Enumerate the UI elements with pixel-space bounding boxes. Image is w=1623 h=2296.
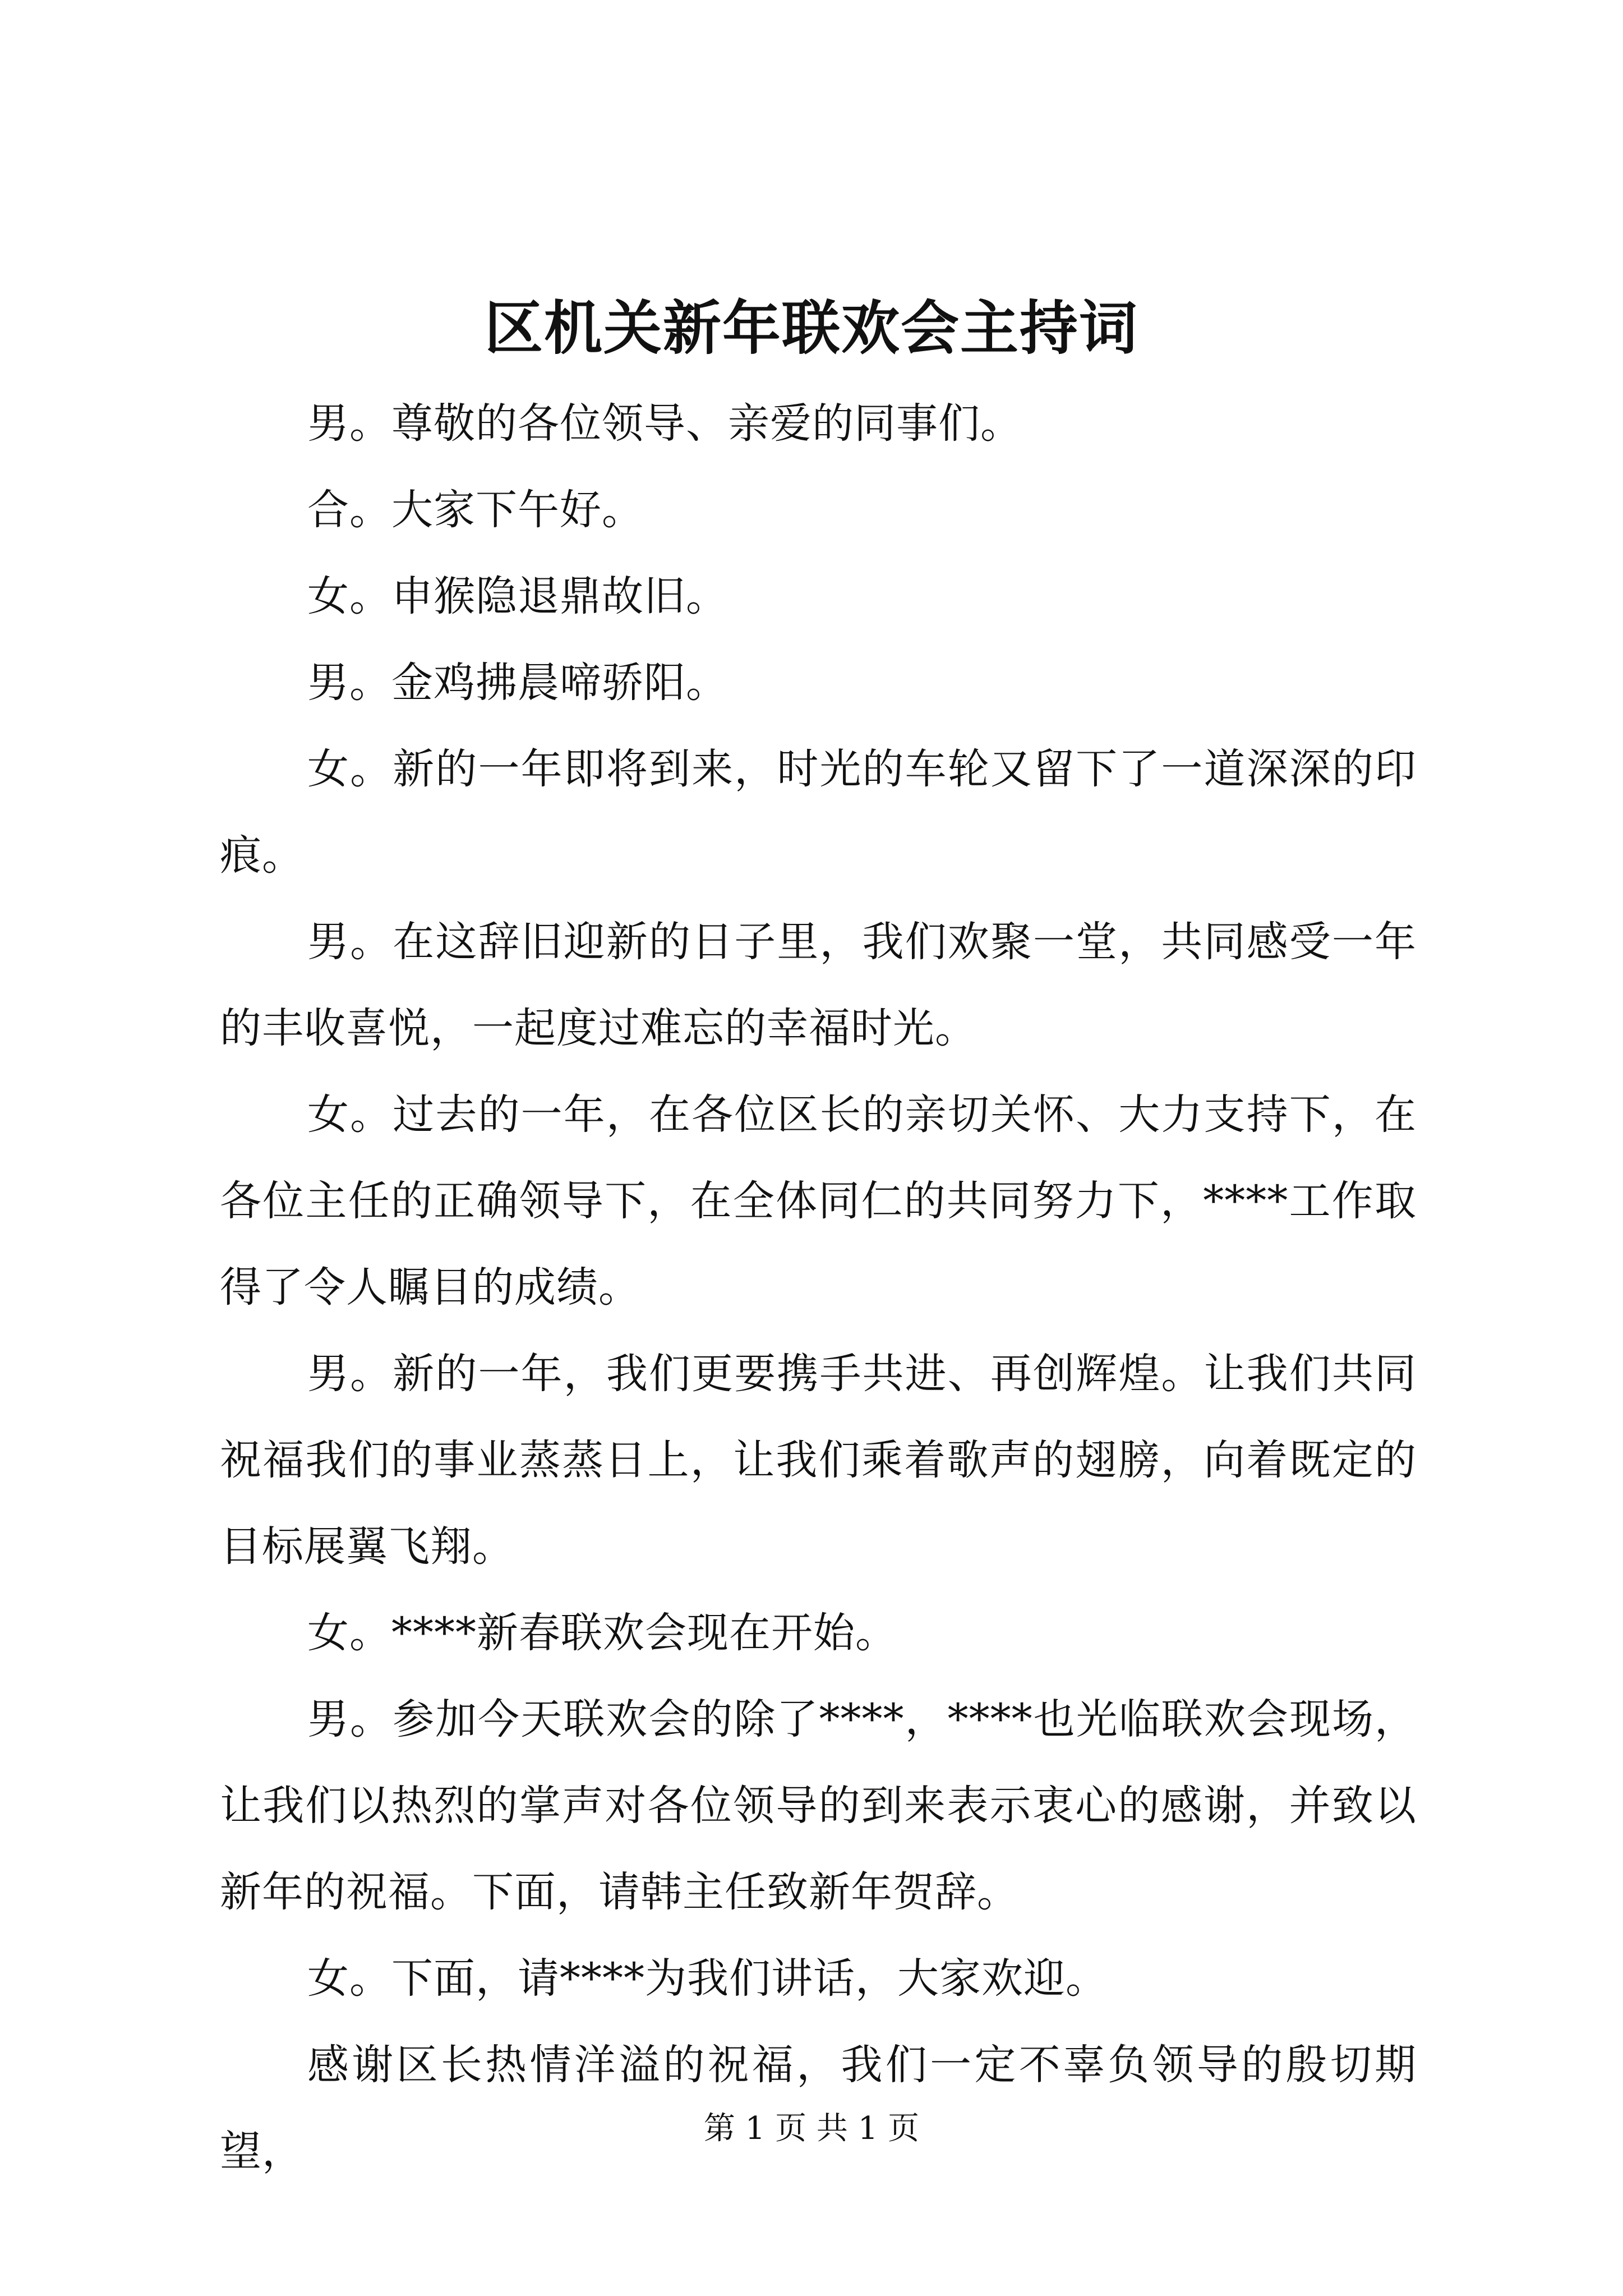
paragraph-4: 男。金鸡拂晨啼骄阳。 [307,659,728,707]
paragraph-12: 感谢区长热情洋溢的祝福，我们一定不辜负领导的殷切期望， [220,2041,1417,2175]
paragraph-2: 合。大家下午好。 [307,486,644,534]
paragraph-9: 女。****新春联欢会现在开始。 [307,1609,897,1657]
paragraph-5: 女。新的一年即将到来，时光的车轮又留下了一道深深的印痕。 [220,745,1417,880]
paragraph-3: 女。申猴隐退鼎故旧。 [307,572,728,620]
paragraph-1: 男。尊敬的各位领导、亲爱的同事们。 [307,399,1022,448]
paragraph-6: 男。在这辞旧迎新的日子里，我们欢聚一堂，共同感受一年的丰收喜悦，一起度过难忘的幸福时光。 [220,918,1417,1052]
document-title: 区机关新年联欢会主持词 [484,293,1138,362]
paragraph-8: 男。新的一年，我们更要携手共进、再创辉煌。让我们共同祝福我们的事业蒸蒸日上，让我们乘着歌声的翅膀，向着既定的目标展翼飞翔。 [220,1350,1417,1571]
document-body [220,380,1417,2194]
page-footer: 第 1 页 共 1 页 [703,2110,920,2147]
paragraph-11: 女。下面，请****为我们讲话，大家欢迎。 [307,1954,1108,2003]
paragraph-10: 男。参加今天联欢会的除了****，****也光临联欢会现场，让我们以热烈的掌声对各位领导的到来表示衷心的感谢，并致以新年的祝福。下面，请韩主任致新年贺辞。 [220,1695,1417,1916]
paragraph-7: 女。过去的一年，在各位区长的亲切关怀、大力支持下，在各位主任的正确领导下，在全体同仁的共同努力下，****工作取得了令人瞩目的成绩。 [220,1091,1417,1312]
